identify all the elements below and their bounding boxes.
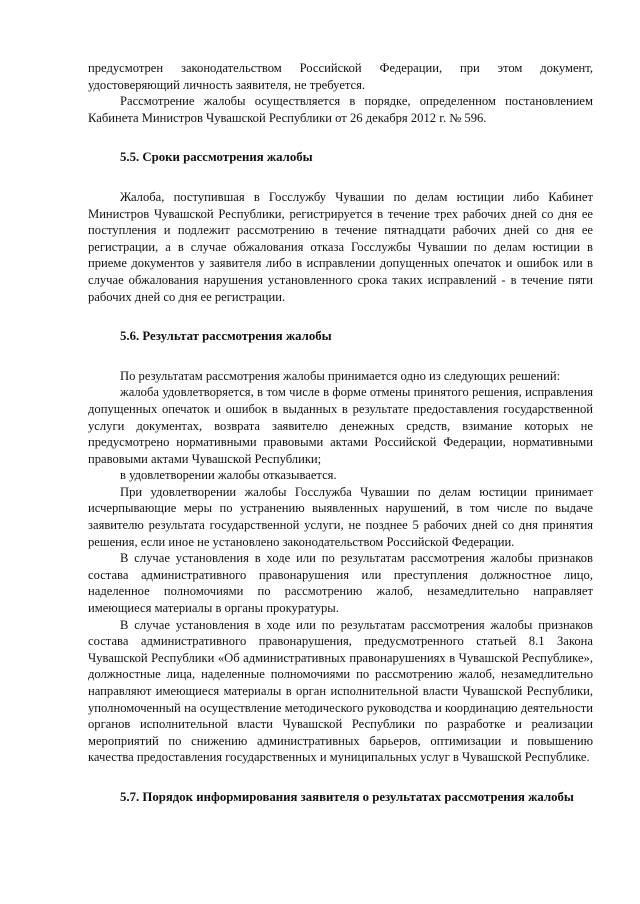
paragraph-prosecution-referral: В случае установления в ходе или по результатам рассмотрения жалобы признаков состава административного правонарушения или преступления должностное лицо, наделенное полномочиями по рассмотрению жалоб, незамедлительно направляет имеющиеся материалы в органы прокуратуры. <box>88 551 593 616</box>
paragraph-administrative-referral: В случае установления в ходе или по результатам рассмотрения жалобы признаков состава административного правонарушения, предусмотренного статьей 8.1 Закона Чувашской Республики «Об административных правонарушениях в Чувашской Республике», должностные лица, наделенные полномочиями по рассмотрению жалоб, незамедлительно направляют имеющиеся материалы в орган исполнительной власти Чувашской Республики, уполномоченный на осуществление методического руководства и координацию деятельности органов исполнительной власти Чувашской Республики по разработке и реализации мероприятий по снижению административных барьеров, оптимизации и повышению качества предоставления государственных и муниципальных услуг в Чувашской Республике. <box>88 617 593 765</box>
paragraph-continuation: предусмотрен законодательством Российской Федерации, при этом документ, удостоверяющий личность заявителя, не требуется. <box>88 61 593 92</box>
paragraph-review-terms: Жалоба, поступившая в Госслужбу Чувашии по делам юстиции либо Кабинет Министров Чувашской Республики, регистрируется в течение трех рабочих дней со дня ее поступления и подлежит рассмотрению в течение пятнадцати рабочих дней со дня ее регистрации, а в случае обжалования отказа Госслужбы Чувашии по делам юстиции в приеме документов у заявителя либо в исправлении допущенных опечаток и ошибок или в случае обжалования нарушения установленного срока таких исправлений - в течение пяти рабочих дней со дня ее регистрации. <box>88 189 593 304</box>
paragraph-remedy-measures: При удовлетворении жалобы Госслужба Чувашии по делам юстиции принимает исчерпывающие меры по устранению выявленных нарушений, в том числе по выдаче заявителю результата государственной услуги, не позднее 5 рабочих дней со дня принятия решения, если иное не установлено законодательством Российской Федерации. <box>88 484 593 549</box>
paragraph-complaint-satisfied: жалоба удовлетворяется, в том числе в форме отмены принятого решения, исправления допущенных опечаток и ошибок в выданных в результате предоставления государственной услуги документах, возврата заявителю денежных средств, взимание которых не предусмотрено нормативными правовыми актами Российской Федерации, нормативными правовыми актами Чувашской Республики; <box>88 385 593 466</box>
section-heading-5-6: 5.6. Результат рассмотрения жалобы <box>120 329 332 344</box>
paragraph-review-procedure: Рассмотрение жалобы осуществляется в порядке, определенном постановлением Кабинета Министров Чувашской Республики от 26 декабря 2012 г. № 596. <box>88 94 593 125</box>
paragraph-complaint-refused: в удовлетворении жалобы отказывается. <box>120 468 337 483</box>
section-heading-5-5: 5.5. Сроки рассмотрения жалобы <box>120 150 313 165</box>
section-heading-5-7: 5.7. Порядок информирования заявителя о результатах рассмотрения жалобы <box>120 789 574 804</box>
paragraph-decisions-intro: По результатам рассмотрения жалобы принимается одно из следующих решений: <box>120 368 561 383</box>
